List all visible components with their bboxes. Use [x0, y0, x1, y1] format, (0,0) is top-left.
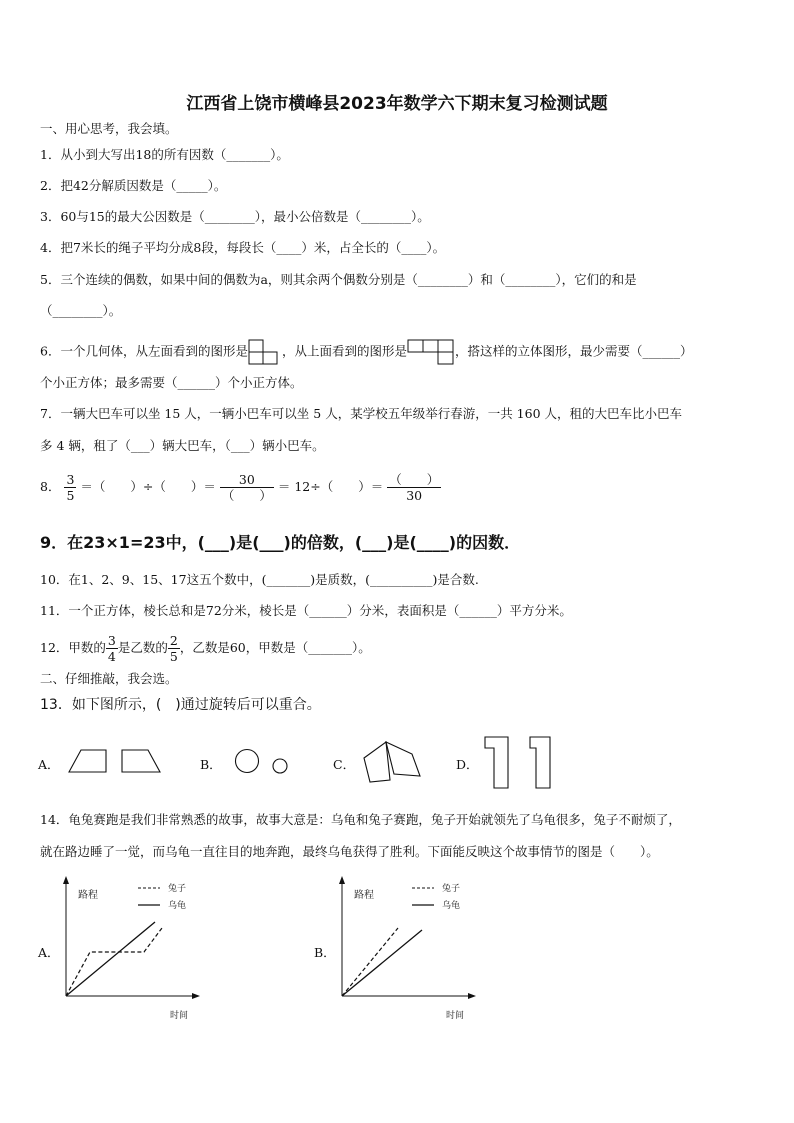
question-12 — [40, 633, 371, 664]
q8-f3-den: 30 — [406, 488, 423, 503]
q12-f1-den: 4 — [107, 649, 116, 664]
question-6-line-1 — [40, 339, 693, 365]
q12-part-a: 12．甲数的 — [40, 640, 106, 655]
q14-graph-b — [334, 872, 484, 1022]
q14-option-a-label: A． — [38, 945, 60, 960]
question-14-line-2: 就在路边睡了一觉，而乌龟一直往目的地奔跑，最终乌龟获得了胜利。下面能反映这个故事情节的图是（ ）。 — [40, 844, 659, 859]
q12-fraction-1 — [106, 633, 118, 664]
q13-option-b-label: B． — [200, 757, 222, 772]
question-11: 11．一个正方体，棱长总和是72分米，棱长是（______）分米，表面积是（______）平方分米。 — [40, 603, 572, 618]
q13-option-a-label: A． — [38, 757, 60, 772]
graph-b-rabbit-line — [342, 928, 398, 996]
graph-b-legend-rabbit: 兔子 — [442, 884, 461, 894]
q8-text-2: ＝ 12÷（ ）＝ — [277, 479, 384, 494]
section-1-heading: 一、用心思考，我会填。 — [40, 121, 178, 136]
q8-f3-num: （ ） — [389, 472, 440, 487]
question-4: 4．把7米长的绳子平均分成8段，每段长（____）米，占全长的（____）。 — [40, 240, 446, 255]
section-2-heading: 二、仔细推敲，我会选。 — [40, 671, 178, 686]
question-7-line-2: 多 4 辆，租了（___）辆大巴车，（___）辆小巴车。 — [40, 438, 325, 453]
q13-option-c-figure — [356, 736, 426, 786]
q8-f1-num: 3 — [66, 472, 75, 487]
question-3: 3．60与15的最大公因数是（________），最小公倍数是（________）。 — [40, 209, 430, 224]
q8-fraction-3 — [387, 472, 441, 503]
q8-label: 8． — [40, 479, 61, 494]
q8-text-1: ＝（ ）÷（ ）＝ — [80, 479, 216, 494]
q6-part-a: 6．一个几何体，从左面看到的图形是 — [40, 343, 248, 359]
graph-a-legend-turtle: 乌龟 — [168, 901, 187, 911]
exam-title: 江西省上饶市横峰县2023年数学六下期末复习检测试题 — [186, 94, 608, 114]
graph-a-rabbit-line — [66, 928, 162, 996]
q6-part-c: ，搭这样的立体图形，最少需要（______） — [454, 343, 693, 359]
graph-b-turtle-line — [342, 930, 422, 996]
question-5-line-2: （________）。 — [40, 303, 122, 318]
left-view-figure — [248, 339, 282, 365]
graph-b-legend-turtle: 乌龟 — [442, 901, 461, 911]
q14-graph-a — [58, 872, 208, 1022]
question-9: 9．在23×1=23中，(___)是(___)的倍数，(___)是(____)的因数． — [40, 533, 521, 552]
graph-b-xlabel: 时间 — [446, 1011, 465, 1021]
graph-a-xlabel: 时间 — [170, 1011, 189, 1021]
q12-f2-num: 2 — [169, 633, 178, 648]
q12-f2-den: 5 — [169, 649, 178, 664]
graph-b-ylabel: 路程 — [354, 890, 374, 901]
question-2: 2．把42分解质因数是（_____）。 — [40, 178, 227, 193]
question-8 — [40, 472, 441, 503]
q13-option-c-label: C． — [333, 757, 356, 772]
question-1: 1．从小到大写出18的所有因数（_______）。 — [40, 147, 289, 162]
question-6-line-2: 个小正方体；最多需要（______）个小正方体。 — [40, 375, 303, 390]
graph-b-y-arrow — [339, 876, 345, 884]
question-7-line-1: 7．一辆大巴车可以坐 15 人，一辆小巴车可以坐 5 人，某学校五年级举行春游，一共 160 人，租的大巴车比小巴车 — [40, 406, 683, 421]
graph-a-ylabel: 路程 — [78, 890, 98, 901]
q8-f1-den: 5 — [66, 488, 75, 503]
q12-fraction-2 — [168, 633, 180, 664]
q14-option-b-label: B． — [314, 945, 336, 960]
q13-option-d-figure — [482, 734, 556, 792]
q12-part-c: ，乙数是60，甲数是（_______）。 — [179, 640, 371, 655]
graph-a-y-arrow — [63, 876, 69, 884]
graph-a-turtle-line — [66, 922, 155, 996]
question-5-line-1: 5．三个连续的偶数，如果中间的偶数为a，则其余两个偶数分别是（________）和（________），它们的和是 — [40, 272, 637, 287]
q8-f2-num: 30 — [220, 472, 274, 488]
q13-option-d-label: D． — [456, 757, 479, 772]
q8-f2-den: （ ） — [221, 488, 272, 503]
question-13: 13．如下图所示，( )通过旋转后可以重合。 — [40, 697, 321, 713]
q8-fraction-1 — [64, 472, 76, 503]
graph-a-x-arrow — [192, 993, 200, 999]
question-14-line-1: 14．龟兔赛跑是我们非常熟悉的故事，故事大意是：乌龟和兔子赛跑，兔子开始就领先了乌龟很多，兔子不耐烦了， — [40, 812, 681, 827]
q8-fraction-2 — [220, 472, 274, 503]
top-view-figure — [407, 339, 455, 365]
question-10: 10．在1、2、9、15、17这五个数中，(_______)是质数，(__________)是合数. — [40, 572, 479, 587]
graph-a-legend-rabbit: 兔子 — [168, 884, 187, 894]
q12-part-b: 是乙数的 — [117, 640, 168, 655]
q12-f1-num: 3 — [107, 633, 116, 648]
graph-b-x-arrow — [468, 993, 476, 999]
q6-part-b: ，从上面看到的图形是 — [281, 343, 407, 359]
q13-option-b-figure — [230, 744, 294, 778]
q13-option-a-figure — [66, 746, 166, 776]
